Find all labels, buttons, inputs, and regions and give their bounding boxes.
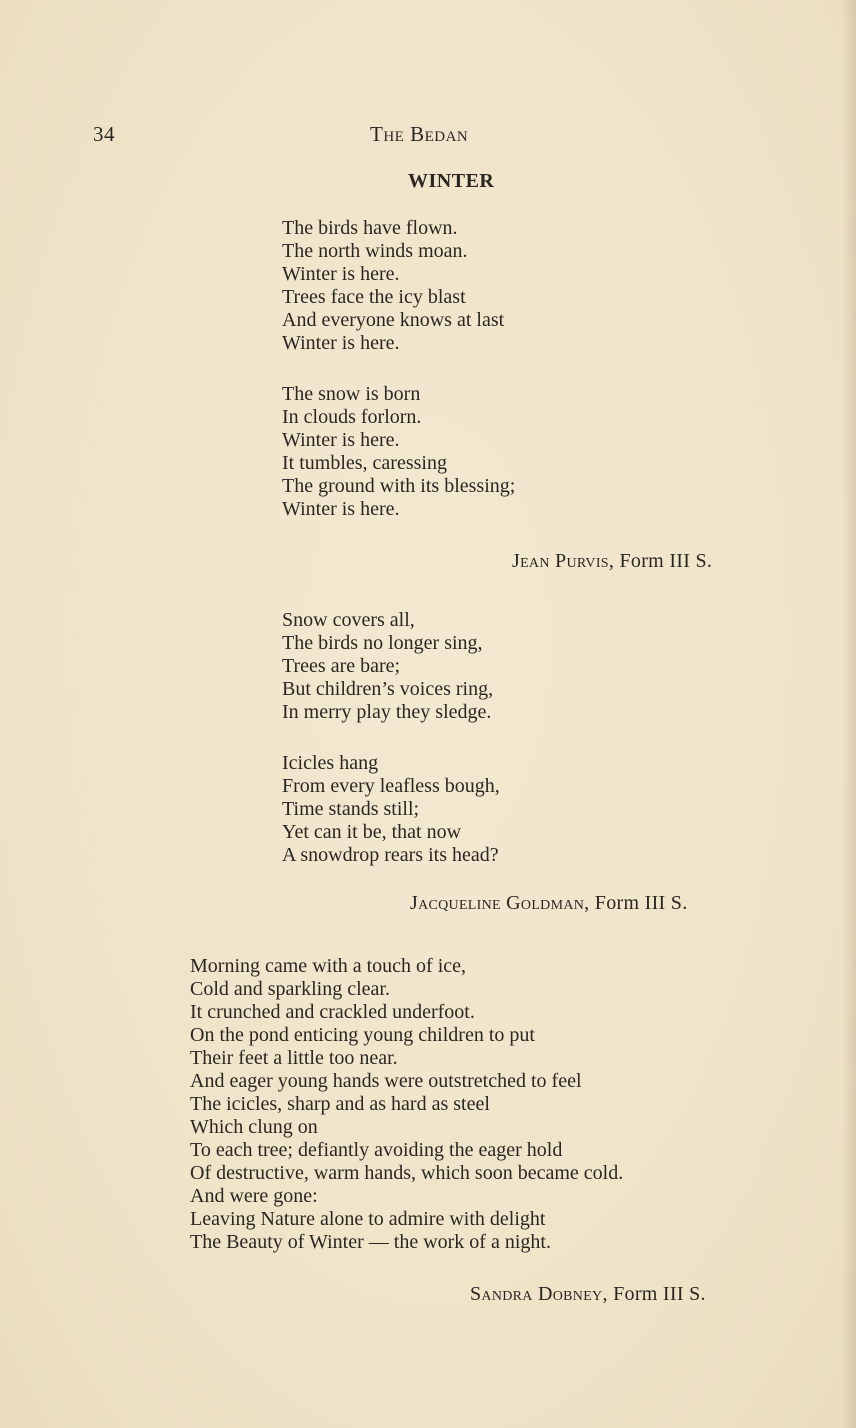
poem-2-stanza-1 bbox=[282, 609, 493, 724]
verse-line: From every leafless bough, bbox=[282, 775, 500, 797]
author-form: Form III S. bbox=[619, 550, 713, 572]
verse-line: Of destructive, warm hands, which soon became cold. bbox=[190, 1162, 624, 1184]
verse-line: It crunched and crackled underfoot. bbox=[190, 1001, 475, 1023]
verse-line: Trees are bare; bbox=[282, 655, 401, 677]
verse-line: Winter is here. bbox=[282, 332, 400, 354]
verse-line: The ground with its blessing; bbox=[282, 475, 516, 497]
running-title: The Bedan bbox=[370, 122, 469, 146]
poem-1-stanza-1 bbox=[282, 217, 504, 355]
verse-line: And eager young hands were outstretched to feel bbox=[190, 1070, 582, 1092]
author-form: Form III S. bbox=[613, 1283, 706, 1305]
verse-line: In clouds forlorn. bbox=[282, 406, 422, 428]
verse-line: To each tree; defiantly avoiding the eager hold bbox=[190, 1139, 563, 1161]
poem-2-attribution bbox=[410, 892, 688, 915]
author-name: Sandra Dobney, bbox=[470, 1283, 608, 1305]
verse-line: And were gone: bbox=[190, 1185, 318, 1207]
verse-line: Cold and sparkling clear. bbox=[190, 978, 390, 1000]
poem-title: WINTER bbox=[408, 170, 495, 192]
verse-line: The birds have flown. bbox=[282, 217, 458, 239]
poem-1-attribution bbox=[512, 550, 712, 573]
poem-1-stanza-2 bbox=[282, 383, 515, 521]
poem-3-attribution bbox=[470, 1283, 706, 1306]
verse-line: Their feet a little too near. bbox=[190, 1047, 398, 1069]
verse-line: It tumbles, caressing bbox=[282, 452, 447, 474]
poem-2-stanza-2 bbox=[282, 752, 500, 867]
verse-line: Which clung on bbox=[190, 1116, 318, 1138]
verse-line: Winter is here. bbox=[282, 263, 400, 285]
verse-line: Trees face the icy blast bbox=[282, 286, 466, 308]
verse-line: And everyone knows at last bbox=[282, 309, 505, 331]
verse-line: The icicles, sharp and as hard as steel bbox=[190, 1093, 490, 1115]
verse-line: On the pond enticing young children to put bbox=[190, 1024, 535, 1046]
page-number: 34 bbox=[93, 122, 115, 146]
verse-line: A snowdrop rears its head? bbox=[282, 844, 499, 866]
verse-line: Morning came with a touch of ice, bbox=[190, 955, 467, 977]
verse-line: Time stands still; bbox=[282, 798, 420, 820]
verse-line: The birds no longer sing, bbox=[282, 632, 483, 654]
verse-line: Icicles hang bbox=[282, 752, 379, 774]
verse-line: Leaving Nature alone to admire with delight bbox=[190, 1208, 546, 1230]
verse-line: Winter is here. bbox=[282, 429, 400, 451]
author-form: Form III S. bbox=[594, 892, 688, 914]
verse-line: Yet can it be, that now bbox=[282, 821, 462, 843]
author-name: Jacqueline Goldman, bbox=[410, 892, 590, 914]
author-name: Jean Purvis, bbox=[512, 550, 615, 572]
verse-line: The north winds moan. bbox=[282, 240, 468, 262]
page-edge-shadow bbox=[842, 0, 856, 1428]
verse-line: In merry play they sledge. bbox=[282, 701, 492, 723]
verse-line: The Beauty of Winter — the work of a night. bbox=[190, 1231, 551, 1253]
verse-line: Winter is here. bbox=[282, 498, 400, 520]
verse-line: Snow covers all, bbox=[282, 609, 415, 631]
verse-line: The snow is born bbox=[282, 383, 421, 405]
poem-3-stanza-1 bbox=[190, 955, 623, 1254]
verse-line: But children’s voices ring, bbox=[282, 678, 494, 700]
